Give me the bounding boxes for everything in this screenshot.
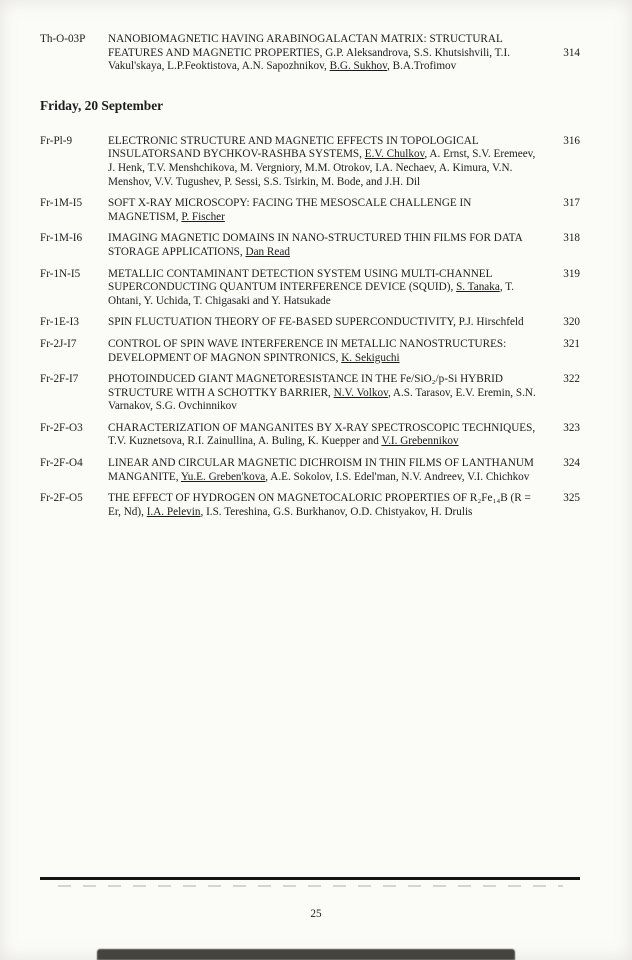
entry-text-segment: , I.S. Tereshina, G.S. Burkhanov, O.D. Chistyakov, H. Drulis (200, 505, 473, 518)
entry-title (108, 373, 542, 414)
toc-entry (40, 492, 580, 519)
session-code: Fr-Pl-9 (40, 134, 73, 147)
entry-page-number: 318 (563, 232, 580, 245)
entry-page-number: 316 (563, 134, 580, 147)
entry-text-segment: , B.A.Trofimov (387, 60, 457, 73)
underlined-author-name: V.I. Grebennikov (381, 435, 459, 448)
entry-title (108, 197, 542, 224)
toc-entry (40, 197, 580, 224)
session-code: Fr-2F-O3 (40, 421, 83, 434)
entry-page-number: 319 (563, 267, 580, 280)
underlined-author-name: B.G. Sukhov (329, 60, 388, 73)
entry-page-number: 314 (563, 46, 580, 59)
entry-text-segment: CHARACTERIZATION OF MANGANITES BY X-RAY SPECTROSCOPIC TECHNIQUES, T.V. Kuznetsova, R.I. Zainullina, A. Buling, K. Kuepper and (108, 421, 536, 448)
entry-text-segment: ELECTRONIC STRUCTURE AND MAGNETIC EFFECTS IN TOPOLOGICAL INSULATORSAND BYCHKOV-RASHBA SYSTEMS, (108, 134, 479, 161)
entry-text-segment: NANOBIOMAGNETIC HAVING ARABINOGALACTAN MATRIX: STRUCTURAL FEATURES AND MAGNETIC PROPERTIES, G.P. Aleksandrova, S.S. Khutsishvili, T.I. Vakul'skaya, L.P.Feoktistova, A.N. Sapozhnikov, (108, 33, 511, 73)
entry-text-segment: IMAGING MAGNETIC DOMAINS IN NANO-STRUCTURED THIN FILMS FOR DATA STORAGE APPLICATIONS, (108, 232, 523, 258)
toc-entry (40, 422, 580, 449)
entry-text-segment: , T. Ohtani, Y. Uchida, T. Chigasaki and Y. Hatsukade (108, 281, 515, 307)
session-code: Th-O-03P (40, 33, 86, 45)
entry-text-segment: LINEAR AND CIRCULAR MAGNETIC DICHROISM IN THIN FILMS OF LANTHANUM MANGANITE, (108, 457, 534, 483)
entry-text-segment: SOFT X-RAY MICROSCOPY: FACING THE MESOSCALE CHALLENGE IN MAGNETISM, (108, 197, 472, 223)
toc-entry (40, 268, 580, 309)
underlined-author-name: E.V. Chulkov (364, 148, 425, 161)
toc-entry (40, 338, 580, 365)
footer-rule (40, 877, 580, 880)
section-heading: Friday, 20 September (40, 97, 164, 113)
session-code: Fr-1E-I3 (40, 316, 79, 329)
entry-text-segment: , A.E. Sokolov, I.S. Edel'man, N.V. Andreev, V.I. Chichkov (265, 470, 530, 483)
entry-page-number: 324 (563, 457, 580, 470)
entry-text-segment: , A.S. Tarasov, E.V. Eremin, S.N. Varnakov, S.G. Ovchinnikov (108, 386, 536, 413)
entry-title (108, 316, 542, 330)
underlined-author-name: Yu.E. Greben'kova (180, 470, 266, 483)
session-code: Fr-1M-I6 (40, 232, 83, 245)
underlined-author-name: K. Sekiguchi (341, 351, 400, 364)
entry-text-segment: , A. Ernst, S.V. Eremeev, J. Henk, T.V. Menshchikova, M. Vergniory, M.M. Otrokov, I.A. Nechaev, A. Kimura, V.N. Menshov, V.V. Tugushev, P. Sessi, S.S. Tsirkin, M. Bode, and J.H. Dil (108, 148, 536, 188)
entry-page-number: 323 (563, 421, 580, 434)
underlined-author-name: P. Fischer (181, 210, 225, 223)
entry-title (108, 232, 542, 259)
entry-text-segment: PHOTOINDUCED GIANT MAGNETORESISTANCE IN THE Fe/SiO₂/p-Si HYBRID STRUCTURE WITH A SCHOTTKY BARRIER, (108, 373, 503, 399)
entry-title (108, 422, 542, 449)
toc-entry (40, 373, 580, 414)
entry-page-number: 321 (563, 337, 580, 350)
entry-text-segment: SPIN FLUCTUATION THEORY OF FE-BASED SUPERCONDUCTIVITY, P.J. Hirschfeld (108, 316, 524, 329)
toc-entry (40, 457, 580, 484)
session-code: Fr-1M-I5 (40, 197, 83, 210)
session-code: Fr-2F-O5 (40, 492, 83, 505)
entry-page-number: 317 (563, 197, 580, 210)
underlined-author-name: I.A. Pelevin (146, 505, 201, 518)
underlined-author-name: N.V. Volkov (333, 386, 388, 399)
entry-title (108, 492, 542, 519)
session-code: Fr-2F-I7 (40, 373, 79, 386)
entry-title (108, 33, 542, 74)
toc-entry (40, 135, 580, 189)
entry-title (108, 268, 542, 309)
session-code: Fr-1N-I5 (40, 267, 81, 280)
toc-page-content (40, 33, 580, 527)
entry-page-number: 322 (563, 373, 580, 386)
entry-title (108, 338, 542, 365)
toc-entry (40, 33, 580, 74)
toc-entry (40, 316, 580, 330)
page-number: 25 (310, 908, 322, 920)
entry-title (108, 457, 542, 484)
entry-page-number: 320 (563, 316, 580, 329)
session-code: Fr-2F-O4 (40, 457, 83, 470)
entry-title (108, 135, 542, 189)
entry-page-number: 325 (563, 492, 580, 505)
scan-dash-artifact (58, 885, 563, 887)
entry-text-segment: THE EFFECT OF HYDROGEN ON MAGNETOCALORIC PROPERTIES OF R₂Fe₁₄B (R = Er, Nd), (108, 492, 531, 518)
session-code: Fr-2J-I7 (40, 337, 77, 350)
toc-entry (40, 232, 580, 259)
underlined-author-name: Dan Read (245, 245, 290, 258)
underlined-author-name: S. Tanaka (456, 281, 500, 294)
entry-text-segment: CONTROL OF SPIN WAVE INTERFERENCE IN METALLIC NANOSTRUCTURES: DEVELOPMENT OF MAGNON SPINTRONICS, (108, 337, 507, 364)
entry-text-segment: METALLIC CONTAMINANT DETECTION SYSTEM USING MULTI-CHANNEL SUPERCONDUCTING QUANTUM INTERFERENCE DEVICE (SQUID), (108, 267, 493, 294)
scan-edge-artifact (97, 949, 515, 960)
